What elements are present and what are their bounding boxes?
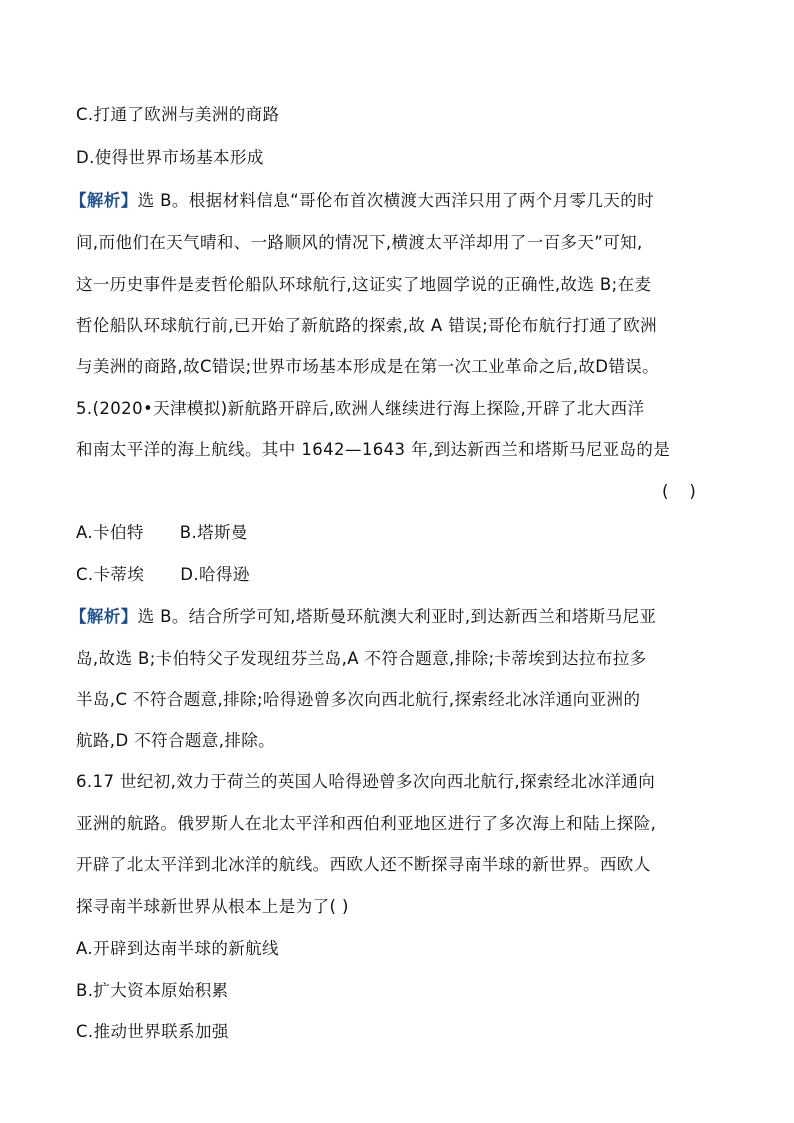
- q6-option-b: B.扩大资本原始积累: [76, 981, 229, 1000]
- q5-analysis-line-1: 【解析】选 B。结合所学可知,塔斯曼环航澳大利亚时,到达新西兰和塔斯马尼亚: [70, 607, 657, 626]
- q5-option-a: A.卡伯特: [76, 523, 144, 542]
- q5-options-row-2: [76, 565, 726, 585]
- q4-option-c: C.打通了欧洲与美洲的商路: [76, 105, 280, 124]
- q4-analysis-line-2: 间,而他们在天气晴和、一路顺风的情况下,横渡太平洋却用了一百多天”可知,: [76, 233, 643, 252]
- q4-option-d: D.使得世界市场基本形成: [76, 148, 264, 167]
- q5-analysis-line-3: 半岛,C 不符合题意,排除;哈得逊曾多次向西北航行,探索经北冰洋通向亚洲的: [76, 690, 641, 709]
- q4-analysis-line-5: 与美洲的商路,故C错误;世界市场基本形成是在第一次工业革命之后,故D错误。: [76, 357, 660, 376]
- q4-analysis-line-4: 哲伦船队环球航行前,已开始了新航路的探索,故 A 错误;哥伦布航行打通了欧洲: [76, 316, 658, 335]
- q5-option-d: D.哈得逊: [180, 565, 250, 584]
- analysis-label: 【解析】: [70, 607, 138, 626]
- q4-analysis-line-1: 【解析】选 B。根据材料信息“哥伦布首次横渡大西洋只用了两个月零几天的时: [70, 191, 655, 210]
- q6-option-c: C.推动世界联系加强: [76, 1022, 229, 1041]
- q5-answer-bracket: ( ): [662, 482, 696, 501]
- q5-analysis-line-2: 岛,故选 B;卡伯特父子发现纽芬兰岛,A 不符合题意,排除;卡蒂埃到达拉布拉多: [76, 649, 647, 668]
- q5-option-b: B.塔斯曼: [179, 523, 248, 542]
- q6-stem-line-3: 开辟了北太平洋到北冰洋的航线。西欧人还不断探寻南半球的新世界。西欧人: [76, 855, 651, 874]
- q6-option-a: A.开辟到达南半球的新航线: [76, 939, 279, 958]
- q5-analysis-line-4: 航路,D 不符合题意,排除。: [76, 731, 276, 750]
- analysis-label: 【解析】: [70, 191, 138, 210]
- q5-options-row-1: [76, 523, 726, 543]
- q6-stem-line-2: 亚洲的航路。俄罗斯人在北太平洋和西伯利亚地区进行了多次海上和陆上探险,: [76, 814, 657, 833]
- q5-option-c: C.卡蒂埃: [76, 565, 145, 584]
- q6-stem-line-4: 探寻南半球新世界从根本上是为了( ): [76, 897, 349, 916]
- q6-stem-line-1: 6.17 世纪初,效力于荷兰的英国人哈得逊曾多次向西北航行,探索经北冰洋通向: [76, 772, 656, 791]
- q5-stem-line-1: 5.(2020•天津模拟)新航路开辟后,欧洲人继续进行海上探险,开辟了北大西洋: [76, 399, 645, 418]
- q5-stem-line-2: 和南太平洋的海上航线。其中 1642—1643 年,到达新西兰和塔斯马尼亚岛的是: [76, 440, 671, 459]
- q4-analysis-line-3: 这一历史事件是麦哲伦船队环球航行,这证实了地圆学说的正确性,故选 B;在麦: [76, 275, 652, 294]
